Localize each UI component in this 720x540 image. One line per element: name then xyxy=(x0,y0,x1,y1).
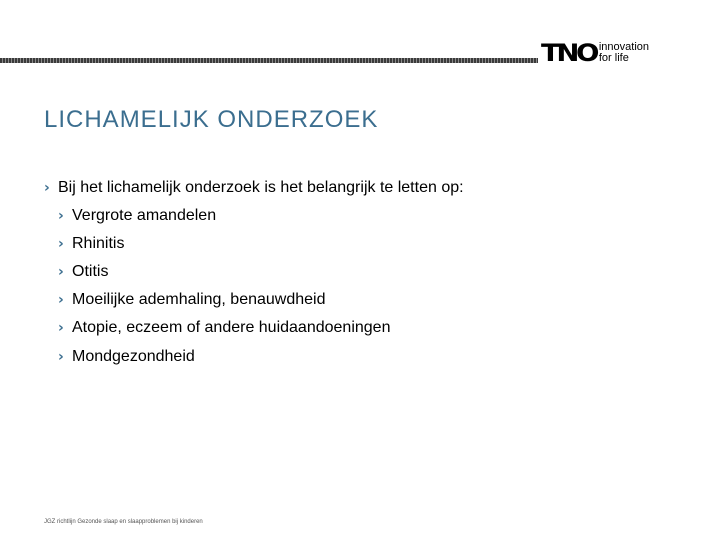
chevron-right-icon: › xyxy=(58,208,64,224)
sub-bullet-text: Vergrote amandelen xyxy=(72,207,217,224)
sub-bullet xyxy=(58,291,326,309)
chevron-right-icon: › xyxy=(44,180,50,196)
chevron-right-icon: › xyxy=(58,349,64,365)
sub-bullet-text: Mondgezondheid xyxy=(72,348,195,365)
sub-bullet xyxy=(58,207,216,225)
tno-logo xyxy=(541,40,649,66)
sub-bullet-text: Rhinitis xyxy=(72,235,125,252)
sub-bullet xyxy=(58,263,108,281)
main-bullet-text: Bij het lichamelijk onderzoek is het belangrijk te letten op: xyxy=(58,179,464,196)
sub-bullet xyxy=(58,348,195,366)
chevron-right-icon: › xyxy=(58,236,64,252)
sub-bullet xyxy=(58,235,124,253)
footer-text: JGZ richtlijn Gezonde slaap en slaapproblemen bij kinderen xyxy=(44,519,203,525)
chevron-right-icon: › xyxy=(58,292,64,308)
chevron-right-icon: › xyxy=(58,264,64,280)
logo-mark: TNO xyxy=(541,39,597,67)
logo-tagline xyxy=(599,42,649,64)
sub-bullet xyxy=(58,319,390,337)
header-rule xyxy=(0,58,538,63)
sub-bullet-text: Otitis xyxy=(72,263,109,280)
slide-title: LICHAMELIJK ONDERZOEK xyxy=(44,106,379,133)
tagline-line-1: innovation xyxy=(598,41,650,53)
sub-bullet-text: Moeilijke ademhaling, benauwdheid xyxy=(72,291,326,308)
sub-bullet-text: Atopie, eczeem of andere huidaandoeningen xyxy=(72,319,391,336)
chevron-right-icon: › xyxy=(58,320,64,336)
main-bullet xyxy=(44,179,464,197)
tagline-line-2: for life xyxy=(598,52,629,64)
